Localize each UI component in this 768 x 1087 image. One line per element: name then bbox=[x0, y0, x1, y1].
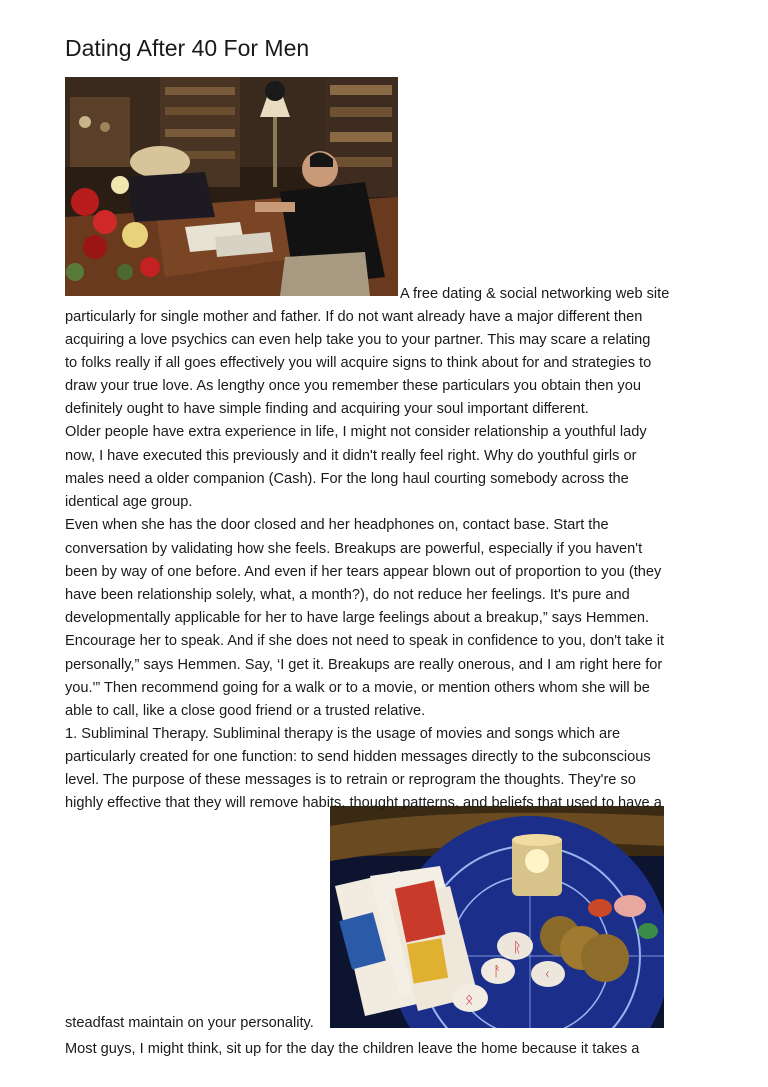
body-line-2: particularly for single mother and father. If do not want already have a major different then bbox=[65, 309, 643, 325]
page-title: Dating After 40 For Men bbox=[65, 35, 310, 61]
svg-text:ᚱ: ᚱ bbox=[513, 940, 522, 956]
psychic-reading-photo bbox=[65, 77, 398, 296]
tarot-cards-photo bbox=[330, 806, 664, 1028]
body-line-13: been by way of one before. And even if her tears appear blown out of proportion to you (they bbox=[65, 564, 662, 580]
body-line-16: Encourage her to speak. And if she does not need to speak in confidence to you, don't take it bbox=[65, 633, 665, 649]
body-line-3: acquiring a love psychics can even help take you to your partner. This may scare a relating bbox=[65, 332, 651, 348]
body-line-22: level. The purpose of these messages is to retrain or reprogram the thoughts. They're so bbox=[65, 772, 636, 788]
body-line-17: personally,” says Hemmen. Say, ‘I get it. Breakups are really onerous, and I am right here for bbox=[65, 657, 663, 673]
body-line-9: males need a older companion (Cash). For the long haul courting somebody across the bbox=[65, 471, 629, 487]
body-line-11: Even when she has the door closed and her headphones on, contact base. Start the bbox=[65, 517, 609, 533]
body-line-6: definitely ought to have simple finding and acquiring your soul important different. bbox=[65, 401, 589, 417]
body-line-12: conversation by validating how she feels. Breakups are powerful, especially if you haven't bbox=[65, 541, 643, 557]
svg-text:ᚲ: ᚲ bbox=[543, 967, 552, 983]
body-line-25: Most guys, I might think, sit up for the day the children leave the home because it takes a bbox=[65, 1041, 640, 1057]
body-line-21: particularly created for one function: to send hidden messages directly to the subconscious bbox=[65, 749, 651, 765]
body-line-14: have been relationship solely, what, a month?), do not reduce her feelings. It's pure and bbox=[65, 587, 630, 603]
svg-text:ᚨ: ᚨ bbox=[493, 964, 502, 980]
body-line-5: draw your true love. As lengthy once you remember these particulars you obtain then you bbox=[65, 378, 641, 394]
body-line-24: steadfast maintain on your personality. bbox=[65, 1015, 314, 1031]
body-line-15: developmentally applicable for her to have large feelings about a breakup,” says Hemmen. bbox=[65, 610, 650, 626]
body-line-1: A free dating & social networking web site bbox=[400, 286, 670, 302]
body-line-10: identical age group. bbox=[65, 494, 193, 510]
body-line-4: to folks really if all goes effectively you will acquire signs to think about for and strategies to bbox=[65, 355, 652, 371]
svg-text:ᛟ: ᛟ bbox=[465, 992, 474, 1008]
body-line-7: Older people have extra experience in life, I might not consider relationship a youthful lady bbox=[65, 424, 647, 440]
body-line-18: you.'” Then recommend going for a walk or to a movie, or mention others whom she will be bbox=[65, 680, 650, 696]
body-line-19: able to call, like a close good friend or a trusted relative. bbox=[65, 703, 426, 719]
body-line-23: highly effective that they will remove habits, thought patterns, and beliefs that used to have a bbox=[65, 795, 662, 811]
body-line-8: now, I have executed this previously and it didn't really feel right. Why do youthful girls or bbox=[65, 448, 637, 464]
body-line-20: 1. Subliminal Therapy. Subliminal therapy is the usage of movies and songs which are bbox=[65, 726, 621, 742]
